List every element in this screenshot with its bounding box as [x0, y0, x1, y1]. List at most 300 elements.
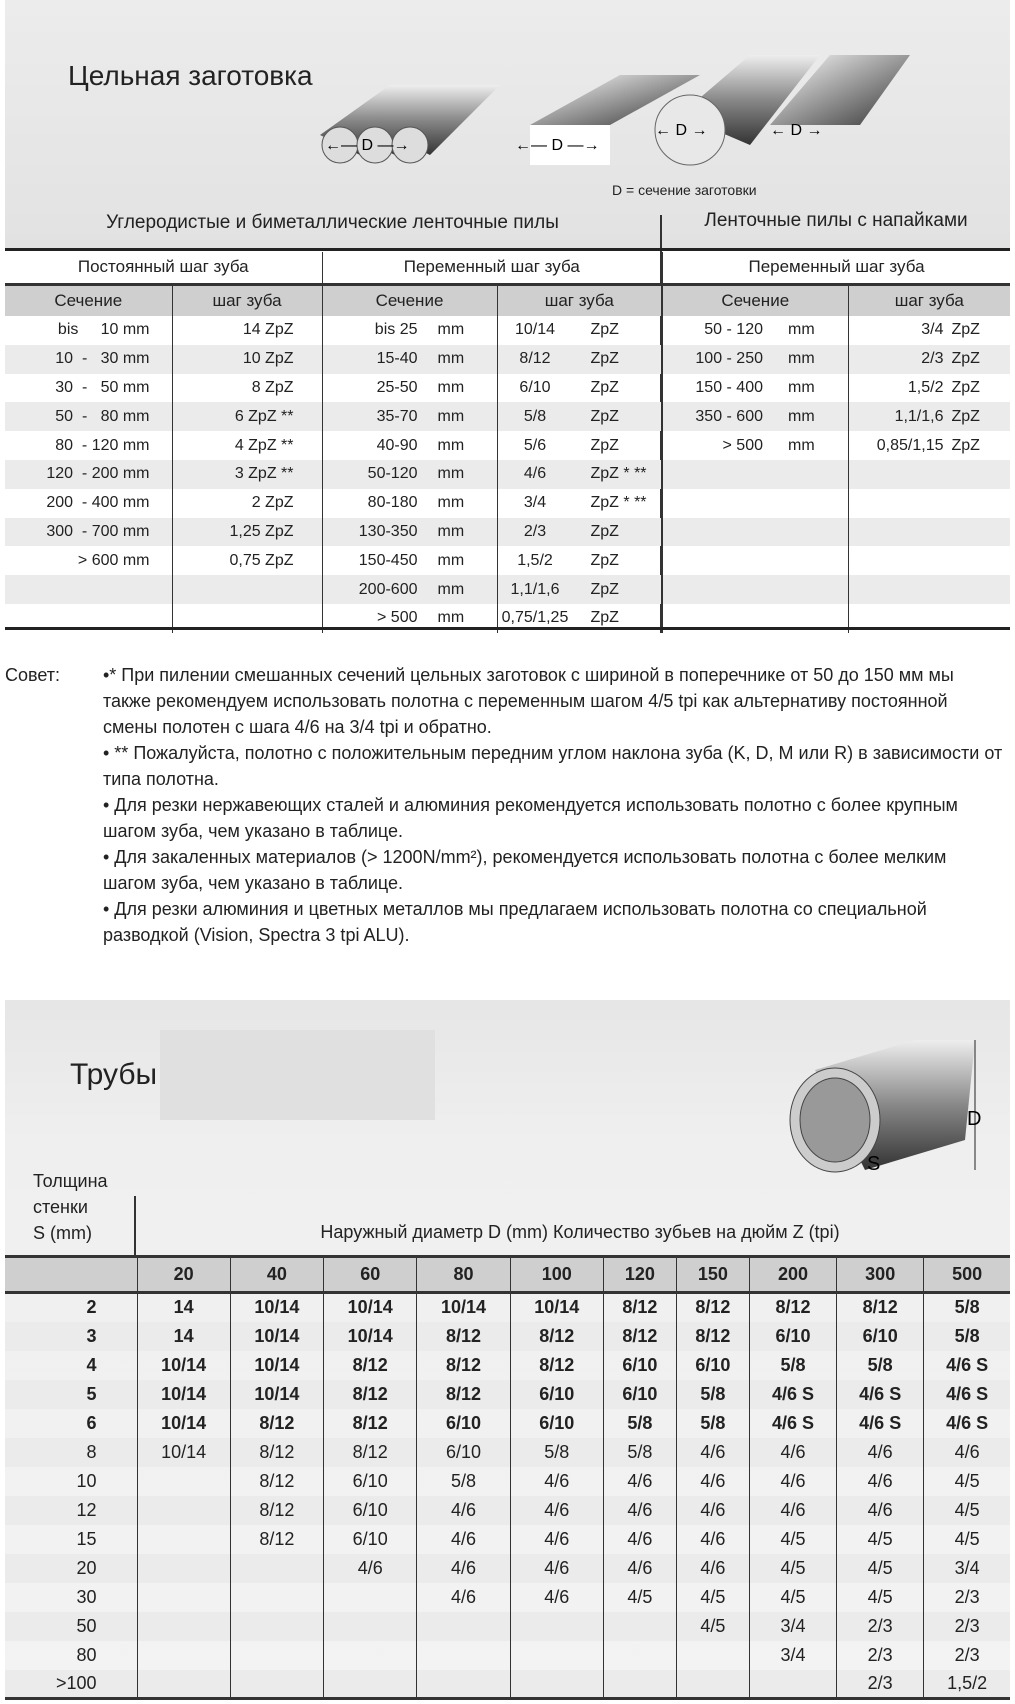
solid-pitch-table	[5, 252, 1010, 633]
tpi-cell: 4/6	[417, 1496, 510, 1525]
tpi-cell: 10/14	[510, 1293, 603, 1322]
col-pitch: шаг зуба	[172, 284, 322, 316]
pitch-cell: 6/10	[519, 378, 551, 396]
tpi-cell	[603, 1641, 676, 1670]
tpi-cell: 4/6	[603, 1525, 676, 1554]
unit	[763, 523, 788, 540]
tpi-cell: 8/12	[417, 1322, 510, 1351]
section-cell: 120 - 200 mm	[5, 460, 172, 489]
tpi-cell: 10/14	[230, 1293, 323, 1322]
svg-text:← D →: ← D →	[655, 122, 708, 139]
unit: mm	[437, 609, 465, 627]
pitch-cell: 0,75/1,25	[501, 609, 569, 627]
tpi-cell: 5/8	[417, 1467, 510, 1496]
tpi-cell: 5/8	[603, 1438, 676, 1467]
col-section: Сечение	[322, 284, 497, 316]
tpi-cell: 10/14	[137, 1380, 230, 1409]
tpi-cell: 4/5	[749, 1554, 836, 1583]
table-row	[5, 402, 1010, 431]
tpi-cell: 5/8	[603, 1409, 676, 1438]
subheader-variable-pitch: Переменный шаг зуба	[322, 252, 662, 284]
tpi-cell: 6/10	[603, 1380, 676, 1409]
tpi-cell: 8/12	[324, 1438, 417, 1467]
tpi-cell: 4/6	[417, 1583, 510, 1612]
unit	[944, 523, 952, 540]
unit: mm	[437, 321, 465, 339]
tpi-cell: 6/10	[510, 1380, 603, 1409]
tpi-cell: 8/12	[324, 1380, 417, 1409]
tpi-cell	[324, 1641, 417, 1670]
tpi-cell: 4/6	[749, 1438, 836, 1467]
diameter-header: 100	[510, 1257, 603, 1293]
tpi-cell: 5/8	[510, 1438, 603, 1467]
pitch-cell: 2 ZpZ	[172, 489, 322, 518]
tpi-cell	[324, 1612, 417, 1641]
unit: mm	[437, 580, 465, 598]
tpi-cell: 6/10	[417, 1409, 510, 1438]
d-note: D = сечение заготовки	[612, 182, 757, 198]
wall-thickness-cell: >100	[5, 1670, 137, 1699]
tpi-cell: 4/5	[676, 1583, 749, 1612]
diameter-header: 150	[676, 1257, 749, 1293]
tpi-cell: 4/6	[676, 1554, 749, 1583]
subheader-constant-pitch: Постоянный шаг зуба	[5, 252, 322, 284]
unit: mm	[437, 378, 465, 396]
pitch-cell: 10 ZpZ	[172, 345, 322, 374]
section-cell: 100 - 250	[695, 350, 763, 368]
unit: ZpZ	[590, 407, 619, 425]
tpi-cell	[137, 1496, 230, 1525]
wall-label-line: стенки	[33, 1197, 88, 1217]
tpi-cell: 8/12	[417, 1351, 510, 1380]
tpi-cell: 6/10	[324, 1496, 417, 1525]
pitch-cell: 6 ZpZ **	[172, 402, 322, 431]
unit: ZpZ	[951, 378, 980, 396]
wall-thickness-cell: 15	[76, 1528, 97, 1549]
table-row	[5, 489, 1010, 518]
table-row	[5, 1467, 1010, 1496]
unit: mm	[788, 321, 815, 339]
unit: mm	[437, 350, 465, 368]
table-row	[5, 1380, 1010, 1409]
unit: mm	[788, 350, 815, 368]
wall-thickness-cell: 2	[86, 1297, 97, 1318]
pitch-cell: 3/4	[523, 494, 547, 512]
col-pitch: шаг зуба	[497, 284, 662, 316]
tube-illustration	[775, 1030, 1000, 1180]
pitch-cell: 1,1/1,6	[510, 580, 560, 598]
wall-thickness-cell: 5	[5, 1380, 137, 1409]
tpi-cell: 8/12	[749, 1293, 836, 1322]
tpi-cell	[510, 1670, 603, 1699]
tpi-cell: 8/12	[230, 1409, 323, 1438]
tpi-cell: 8/12	[230, 1438, 323, 1467]
tpi-cell: 4/6 S	[837, 1380, 924, 1409]
tpi-cell: 8/12	[230, 1496, 323, 1525]
tpi-cell: 4/6 S	[749, 1409, 836, 1438]
group-header-carbon-bimetal: Углеродистые и биметаллические ленточные пилы	[106, 212, 559, 233]
tpi-cell: 4/6	[676, 1438, 749, 1467]
table-row	[5, 345, 1010, 374]
pitch-cell: 1,1/1,6	[894, 407, 944, 425]
tpi-cell: 8/12	[417, 1380, 510, 1409]
wall-thickness-cell: 12	[5, 1496, 137, 1525]
table-row	[5, 546, 1010, 575]
unit: mm	[788, 407, 815, 425]
table-row	[5, 1293, 1010, 1322]
section-cell: 25-50	[376, 378, 418, 396]
tpi-cell: 6/10	[510, 1409, 603, 1438]
table-row	[5, 518, 1010, 547]
tpi-cell	[137, 1583, 230, 1612]
table-row	[5, 1351, 1010, 1380]
wall-thickness-label	[33, 1168, 108, 1246]
unit: mm	[437, 522, 465, 540]
table-row	[5, 374, 1010, 403]
unit: ZpZ * **	[590, 465, 647, 483]
tpi-cell: 2/3	[924, 1612, 1010, 1641]
unit	[944, 581, 952, 598]
tip-item: • ** Пожалуйста, полотно с положительным передним углом наклона зуба (K, D, M или R) в зависимости от типа полотна.	[103, 743, 1003, 789]
tpi-cell	[603, 1612, 676, 1641]
tpi-cell: 10/14	[230, 1380, 323, 1409]
unit	[763, 581, 788, 598]
table-row	[5, 1322, 1010, 1351]
wall-thickness-cell: 50	[5, 1612, 137, 1641]
diameter-header: 300	[837, 1257, 924, 1293]
tpi-cell: 14	[137, 1293, 230, 1322]
wall-label-line: S (mm)	[33, 1223, 92, 1243]
divider	[5, 627, 1010, 630]
wall-thickness-cell: 3	[5, 1322, 137, 1351]
wall-thickness-cell: 8	[5, 1438, 137, 1467]
tpi-cell: 4/6	[417, 1525, 510, 1554]
section-cell: 50-120	[367, 465, 418, 483]
pitch-cell: 5/8	[523, 407, 547, 425]
svg-text:←— D —→: ←— D —→	[515, 137, 600, 154]
table-row	[5, 575, 1010, 604]
tpi-cell	[417, 1641, 510, 1670]
tpi-cell: 4/6 S	[924, 1380, 1010, 1409]
pitch-cell: 1,25 ZpZ	[172, 518, 322, 547]
table-row	[5, 1641, 1010, 1670]
table-row	[5, 431, 1010, 460]
pitch-cell: 1,5/2	[517, 551, 553, 569]
pitch-cell: 14 ZpZ	[172, 316, 322, 345]
unit	[763, 494, 788, 511]
tpi-cell: 5/8	[676, 1409, 749, 1438]
svg-text:← D →: ← D →	[770, 122, 823, 139]
tpi-cell	[137, 1612, 230, 1641]
tpi-cell: 3/4	[749, 1612, 836, 1641]
section-cell: 200-600	[358, 580, 418, 598]
divider	[134, 1196, 136, 1258]
subheader-variable-pitch-carbide: Переменный шаг зуба	[662, 252, 1010, 284]
tpi-cell: 4/6	[676, 1496, 749, 1525]
wall-thickness-cell: 10	[76, 1470, 97, 1491]
unit: mm	[437, 494, 465, 512]
diameter-header: 60	[324, 1257, 417, 1293]
tpi-cell: 4/5	[837, 1525, 924, 1554]
section-cell: 130-350	[358, 522, 418, 540]
tpi-cell	[417, 1612, 510, 1641]
tpi-cell: 10/14	[137, 1438, 230, 1467]
tpi-cell: 4/6	[676, 1525, 749, 1554]
tpi-cell: 4/5	[603, 1583, 676, 1612]
section-cell: > 500	[377, 609, 418, 627]
tpi-cell: 10/14	[324, 1293, 417, 1322]
tpi-cell: 10/14	[230, 1322, 323, 1351]
section-cell: 50 - 80 mm	[5, 402, 172, 431]
section-cell: bis 10 mm	[57, 321, 150, 339]
tpi-cell: 2/3	[837, 1641, 924, 1670]
unit	[763, 465, 788, 482]
unit: ZpZ	[590, 321, 619, 339]
unit	[944, 552, 952, 569]
tpi-cell: 8/12	[510, 1351, 603, 1380]
unit: ZpZ	[951, 321, 980, 339]
diameter-header: 500	[924, 1257, 1010, 1293]
section-cell: 15-40	[376, 350, 418, 368]
tpi-cell: 14	[137, 1322, 230, 1351]
unit: ZpZ	[590, 436, 619, 454]
pitch-cell: 5/6	[523, 436, 547, 454]
unit: mm	[437, 436, 465, 454]
tpi-cell: 8/12	[676, 1293, 749, 1322]
tpi-cell: 4/6	[510, 1496, 603, 1525]
unit	[944, 465, 952, 482]
tpi-cell	[324, 1583, 417, 1612]
tip-item: •* При пилении смешанных сечений цельных заготовок с шириной в поперечнике от 50 до 150 мм мы также рекомендуем использовать полотна с переменным шагом 4/5 tpi как альтернативу постоянной смены полотен с шага 4/6 на 3/4 tpi и обратно.	[103, 665, 954, 737]
pitch-cell: 8 ZpZ	[172, 374, 322, 403]
tpi-cell	[324, 1670, 417, 1699]
tpi-cell	[137, 1467, 230, 1496]
tpi-cell: 4/6	[603, 1496, 676, 1525]
tpi-cell	[230, 1583, 323, 1612]
tpi-cell	[137, 1670, 230, 1699]
pitch-cell: 3 ZpZ **	[172, 460, 322, 489]
tpi-cell: 4/6	[510, 1467, 603, 1496]
tpi-cell: 2/3	[924, 1641, 1010, 1670]
tpi-cell: 4/5	[749, 1583, 836, 1612]
tpi-cell: 4/5	[837, 1583, 924, 1612]
solid-stock-illustration	[300, 45, 1000, 170]
section-cell: bis 25	[374, 321, 418, 339]
section-title-solid: Цельная заготовка	[68, 60, 313, 91]
tpi-cell	[510, 1612, 603, 1641]
group-header-carbide: Ленточные пилы с напайками	[704, 210, 968, 231]
table-row	[5, 1612, 1010, 1641]
unit: ZpZ	[590, 551, 619, 569]
wall-label-line: Толщина	[33, 1171, 108, 1191]
tpi-cell: 8/12	[230, 1525, 323, 1554]
tpi-cell: 4/6 S	[924, 1351, 1010, 1380]
unit: mm	[788, 436, 815, 454]
section-cell: 40-90	[376, 436, 418, 454]
pitch-cell: 0,75 ZpZ	[172, 546, 322, 575]
tpi-cell: 4/6	[837, 1496, 924, 1525]
unit: mm	[788, 378, 815, 396]
section-cell: 35-70	[376, 407, 418, 425]
tpi-cell: 4/5	[749, 1525, 836, 1554]
tpi-cell: 6/10	[837, 1322, 924, 1351]
divider	[5, 248, 1010, 251]
unit: mm	[437, 407, 465, 425]
pitch-cell: 4 ZpZ **	[172, 431, 322, 460]
section-cell: 30 - 50 mm	[55, 378, 150, 396]
col-section: Сечение	[662, 284, 848, 316]
tpi-cell: 8/12	[324, 1351, 417, 1380]
tpi-cell: 1,5/2	[924, 1670, 1010, 1699]
section-cell: 80-180	[367, 494, 418, 512]
tpi-cell: 2/3	[924, 1583, 1010, 1612]
tpi-cell: 4/5	[837, 1554, 924, 1583]
tpi-cell: 4/6	[603, 1467, 676, 1496]
tpi-cell: 4/6	[837, 1438, 924, 1467]
unit: ZpZ	[590, 609, 619, 627]
section-cell: 300 - 700 mm	[5, 518, 172, 547]
tpi-cell: 4/6	[510, 1554, 603, 1583]
tpi-cell: 4/5	[924, 1525, 1010, 1554]
section-cell: 150 - 400	[695, 378, 763, 396]
pitch-cell: 2/3	[921, 350, 944, 368]
wall-thickness-cell: 4	[86, 1354, 97, 1375]
section-cell: 150-450	[358, 551, 418, 569]
tpi-cell: 4/6	[603, 1554, 676, 1583]
tpi-cell: 4/5	[924, 1496, 1010, 1525]
tpi-cell	[230, 1554, 323, 1583]
tpi-cell	[510, 1641, 603, 1670]
tpi-cell: 4/6	[324, 1554, 417, 1583]
tpi-cell	[137, 1554, 230, 1583]
col-section: Сечение	[5, 284, 172, 316]
tpi-cell: 8/12	[837, 1293, 924, 1322]
diameter-header: 200	[749, 1257, 836, 1293]
tpi-cell	[603, 1670, 676, 1699]
tpi-cell: 4/6 S	[837, 1409, 924, 1438]
tpi-cell: 6/10	[676, 1351, 749, 1380]
table-row	[5, 460, 1010, 489]
tpi-cell: 4/6 S	[924, 1409, 1010, 1438]
wall-thickness-cell: 30	[76, 1586, 97, 1607]
section-cell: 200 - 400 mm	[46, 494, 150, 512]
tpi-cell: 4/6	[749, 1496, 836, 1525]
tpi-cell	[137, 1641, 230, 1670]
tips-label: Совет:	[5, 665, 61, 685]
tpi-cell: 8/12	[510, 1322, 603, 1351]
tpi-cell: 8/12	[603, 1322, 676, 1351]
tip-item: • Для резки нержавеющих сталей и алюминия рекомендуется использовать полотно с более крупным шагом зуба, чем указано в таблице.	[103, 795, 958, 841]
tpi-cell: 4/6	[417, 1554, 510, 1583]
section-title-tubes: Трубы	[70, 1058, 158, 1091]
pitch-cell: 10/14	[514, 321, 556, 339]
tpi-cell: 8/12	[676, 1322, 749, 1351]
tube-s-label: S	[867, 1153, 881, 1175]
tpi-cell: 3/4	[924, 1554, 1010, 1583]
unit	[763, 552, 788, 569]
unit	[763, 609, 788, 626]
table-row	[5, 1409, 1010, 1438]
tpi-cell: 4/6	[749, 1467, 836, 1496]
corner-cell	[5, 1257, 137, 1293]
tpi-cell: 6/10	[417, 1438, 510, 1467]
outer-diameter-header: Наружный диаметр D (mm) Количество зубьев на дюйм Z (tpi)	[320, 1222, 840, 1242]
tpi-cell: 8/12	[603, 1293, 676, 1322]
tpi-cell: 6/10	[603, 1351, 676, 1380]
tpi-cell	[230, 1612, 323, 1641]
tpi-cell: 5/8	[676, 1380, 749, 1409]
wall-thickness-cell: 6	[86, 1412, 97, 1433]
tpi-cell: 10/14	[417, 1293, 510, 1322]
tpi-cell: 5/8	[837, 1351, 924, 1380]
table-row	[5, 1438, 1010, 1467]
d-dimension-1: ←— D —→	[325, 137, 410, 154]
pitch-cell: 4/6	[523, 465, 547, 483]
tpi-cell	[137, 1525, 230, 1554]
table-row	[5, 316, 1010, 345]
wall-thickness-cell: 20	[5, 1554, 137, 1583]
diameter-header: 120	[603, 1257, 676, 1293]
tpi-cell: 4/6	[676, 1467, 749, 1496]
tpi-cell: 10/14	[230, 1351, 323, 1380]
unit: ZpZ	[590, 580, 619, 598]
tpi-cell: 5/8	[924, 1322, 1010, 1351]
tpi-cell: 6/10	[324, 1525, 417, 1554]
pitch-cell: 0,85/1,15	[876, 436, 944, 454]
tube-pitch-table	[5, 1255, 1010, 1700]
section-cell: 50 - 120	[704, 321, 763, 339]
unit: ZpZ	[951, 436, 980, 454]
diameter-header: 20	[137, 1257, 230, 1293]
tpi-cell: 4/6	[924, 1438, 1010, 1467]
tpi-cell: 6/10	[324, 1467, 417, 1496]
tpi-cell: 6/10	[749, 1322, 836, 1351]
tpi-cell: 8/12	[230, 1467, 323, 1496]
title-background	[160, 1030, 435, 1120]
tpi-cell	[230, 1670, 323, 1699]
tpi-cell: 10/14	[137, 1351, 230, 1380]
unit: ZpZ	[590, 522, 619, 540]
tpi-cell: 5/8	[749, 1351, 836, 1380]
table-row	[5, 1496, 1010, 1525]
tpi-cell	[749, 1670, 836, 1699]
tpi-cell: 2/3	[837, 1670, 924, 1699]
tpi-cell: 4/5	[676, 1612, 749, 1641]
tpi-cell: 4/6	[837, 1467, 924, 1496]
tpi-cell: 4/6 S	[749, 1380, 836, 1409]
tpi-cell: 4/6	[510, 1525, 603, 1554]
tpi-cell	[676, 1641, 749, 1670]
unit: ZpZ * **	[590, 494, 647, 512]
pitch-cell: 3/4	[921, 321, 944, 339]
col-pitch: шаг зуба	[848, 284, 1010, 316]
tpi-cell: 3/4	[749, 1641, 836, 1670]
tpi-cell: 4/5	[924, 1467, 1010, 1496]
section-cell	[5, 575, 172, 604]
tip-item: • Для закаленных материалов (> 1200N/mm²), рекомендуется использовать полотна с более мелким шагом зуба, чем указано в таблице.	[103, 847, 947, 893]
section-cell: 80 - 120 mm	[55, 436, 150, 454]
pitch-cell	[172, 575, 322, 604]
tpi-cell: 5/8	[924, 1293, 1010, 1322]
tpi-cell: 10/14	[137, 1409, 230, 1438]
tpi-cell	[676, 1670, 749, 1699]
table-row	[5, 1554, 1010, 1583]
diameter-header: 40	[230, 1257, 323, 1293]
unit	[944, 494, 952, 511]
tpi-cell	[230, 1641, 323, 1670]
tpi-cell: 8/12	[324, 1409, 417, 1438]
tpi-cell: 2/3	[837, 1612, 924, 1641]
